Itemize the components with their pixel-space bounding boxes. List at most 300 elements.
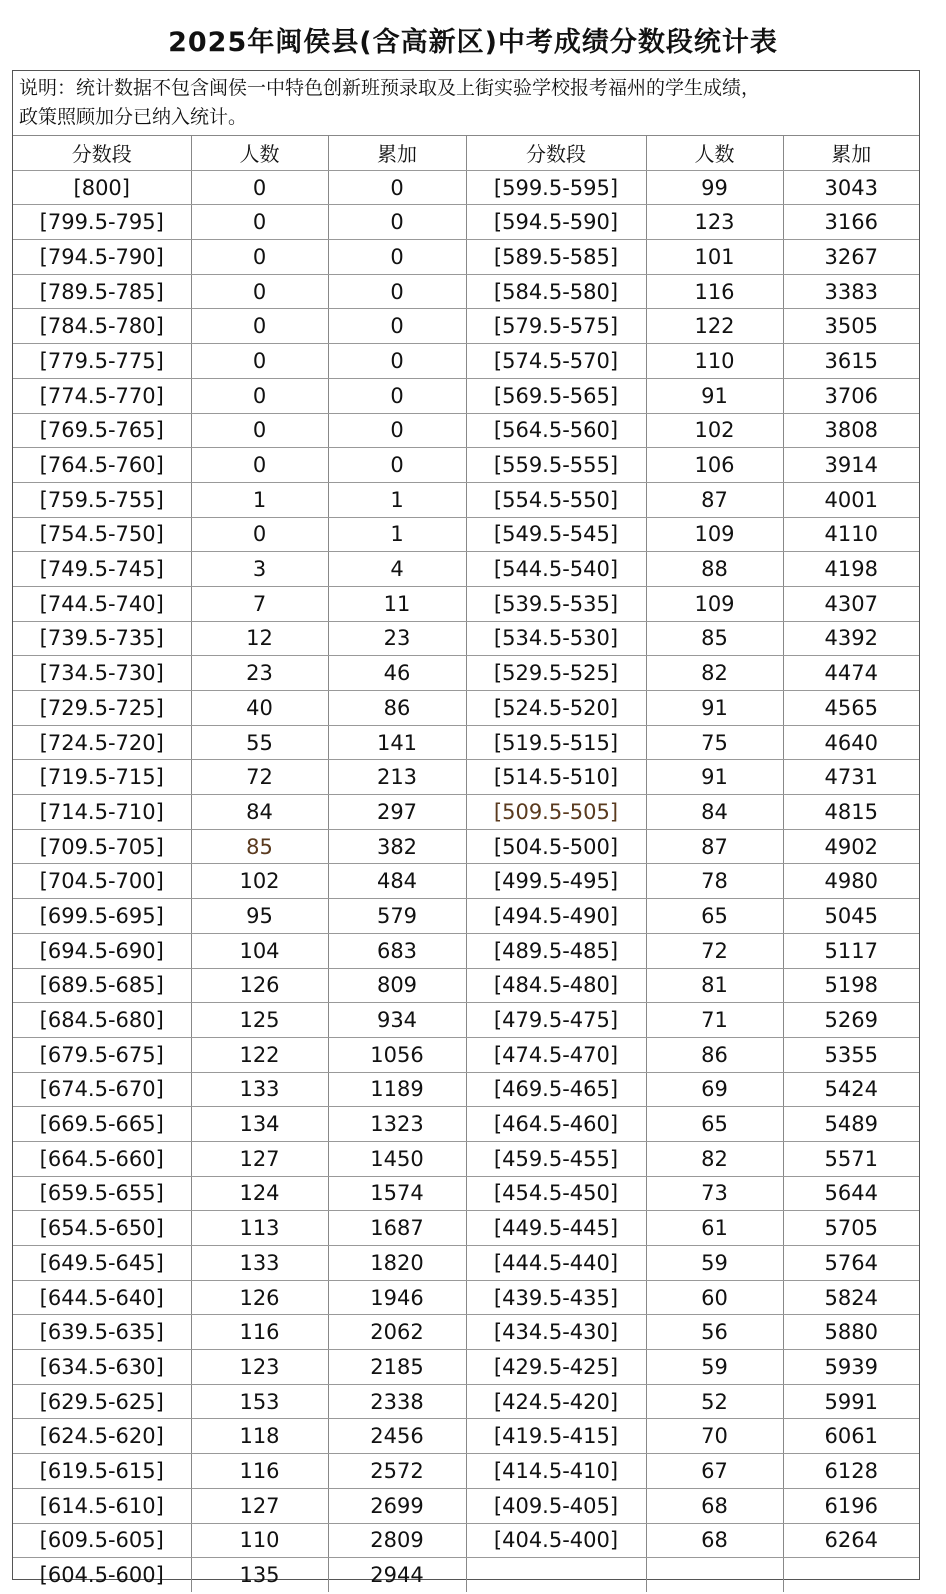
table-row	[13, 205, 919, 240]
score-range-cell: [779.5-775]	[13, 344, 191, 379]
cumulative-cell: 934	[328, 1003, 466, 1038]
table-row	[13, 1558, 919, 1592]
count-cell: 85	[191, 829, 328, 864]
score-range-cell: [769.5-765]	[13, 413, 191, 448]
cumulative-cell: 1056	[328, 1037, 466, 1072]
count-cell: 84	[191, 795, 328, 830]
cumulative-cell: 2456	[328, 1419, 466, 1454]
cumulative-cell: 5705	[783, 1211, 919, 1246]
score-range-cell: [614.5-610]	[13, 1488, 191, 1523]
score-range-cell: [479.5-475]	[466, 1003, 646, 1038]
cumulative-cell: 3505	[783, 309, 919, 344]
score-range-cell: [679.5-675]	[13, 1037, 191, 1072]
score-range-cell: [539.5-535]	[466, 586, 646, 621]
table-row	[13, 899, 919, 934]
score-range-cell: [439.5-435]	[466, 1280, 646, 1315]
table-row	[13, 552, 919, 587]
cumulative-cell: 5571	[783, 1141, 919, 1176]
count-cell: 70	[646, 1419, 783, 1454]
cumulative-cell: 1	[328, 517, 466, 552]
score-range-cell: [459.5-455]	[466, 1141, 646, 1176]
count-cell: 71	[646, 1003, 783, 1038]
score-range-cell: [424.5-420]	[466, 1384, 646, 1419]
score-range-cell: [434.5-430]	[466, 1315, 646, 1350]
count-cell: 65	[646, 1107, 783, 1142]
score-range-cell: [684.5-680]	[13, 1003, 191, 1038]
count-cell: 75	[646, 725, 783, 760]
cumulative-cell: 0	[328, 378, 466, 413]
count-cell: 81	[646, 968, 783, 1003]
count-cell: 122	[191, 1037, 328, 1072]
count-cell: 73	[646, 1176, 783, 1211]
count-cell: 133	[191, 1246, 328, 1281]
cumulative-cell: 4001	[783, 482, 919, 517]
count-cell: 102	[191, 864, 328, 899]
score-range-cell: [749.5-745]	[13, 552, 191, 587]
score-range-cell: [800]	[13, 170, 191, 205]
count-cell: 123	[191, 1350, 328, 1385]
table-row	[13, 1246, 919, 1281]
score-range-cell: [404.5-400]	[466, 1523, 646, 1558]
table-row	[13, 344, 919, 379]
count-cell: 126	[191, 968, 328, 1003]
score-range-cell: [414.5-410]	[466, 1454, 646, 1489]
score-range-cell: [649.5-645]	[13, 1246, 191, 1281]
count-cell: 125	[191, 1003, 328, 1038]
score-range-cell: [489.5-485]	[466, 933, 646, 968]
cumulative-cell: 3043	[783, 170, 919, 205]
count-cell: 0	[191, 413, 328, 448]
cumulative-cell: 0	[328, 240, 466, 275]
table-row	[13, 1211, 919, 1246]
cumulative-cell: 2062	[328, 1315, 466, 1350]
cumulative-cell: 4815	[783, 795, 919, 830]
count-cell: 69	[646, 1072, 783, 1107]
count-cell: 12	[191, 621, 328, 656]
table-row	[13, 1488, 919, 1523]
count-cell: 116	[191, 1315, 328, 1350]
cumulative-cell: 5880	[783, 1315, 919, 1350]
cumulative-cell: 2809	[328, 1523, 466, 1558]
count-cell: 99	[646, 170, 783, 205]
cumulative-cell: 5991	[783, 1384, 919, 1419]
score-range-cell: [544.5-540]	[466, 552, 646, 587]
header-count: 人数	[646, 136, 783, 170]
score-distribution-table	[13, 136, 919, 1592]
count-cell: 91	[646, 760, 783, 795]
count-cell: 86	[646, 1037, 783, 1072]
score-range-cell: [739.5-735]	[13, 621, 191, 656]
count-cell: 40	[191, 691, 328, 726]
table-row	[13, 725, 919, 760]
cumulative-cell: 6128	[783, 1454, 919, 1489]
count-cell: 0	[191, 344, 328, 379]
cumulative-cell: 3615	[783, 344, 919, 379]
score-range-cell: [714.5-710]	[13, 795, 191, 830]
count-cell: 153	[191, 1384, 328, 1419]
table-row	[13, 378, 919, 413]
cumulative-cell: 141	[328, 725, 466, 760]
score-range-cell: [499.5-495]	[466, 864, 646, 899]
cumulative-cell: 4474	[783, 656, 919, 691]
cumulative-cell: 4110	[783, 517, 919, 552]
count-cell: 56	[646, 1315, 783, 1350]
count-cell: 101	[646, 240, 783, 275]
score-range-cell: [524.5-520]	[466, 691, 646, 726]
cumulative-cell: 3706	[783, 378, 919, 413]
score-range-cell: [429.5-425]	[466, 1350, 646, 1385]
cumulative-cell: 0	[328, 274, 466, 309]
count-cell: 0	[191, 205, 328, 240]
score-range-cell: [554.5-550]	[466, 482, 646, 517]
cumulative-cell: 4731	[783, 760, 919, 795]
count-cell: 85	[646, 621, 783, 656]
count-cell: 104	[191, 933, 328, 968]
header-score-range: 分数段	[13, 136, 191, 170]
table-row	[13, 829, 919, 864]
cumulative-cell: 809	[328, 968, 466, 1003]
count-cell: 61	[646, 1211, 783, 1246]
table-row	[13, 864, 919, 899]
count-cell: 7	[191, 586, 328, 621]
score-range-cell: [584.5-580]	[466, 274, 646, 309]
cumulative-cell: 5117	[783, 933, 919, 968]
score-range-cell: [729.5-725]	[13, 691, 191, 726]
cumulative-cell: 5489	[783, 1107, 919, 1142]
table-row	[13, 448, 919, 483]
count-cell: 0	[191, 309, 328, 344]
table-row	[13, 1176, 919, 1211]
cumulative-cell: 4	[328, 552, 466, 587]
table-row	[13, 1037, 919, 1072]
score-range-cell: [774.5-770]	[13, 378, 191, 413]
count-cell: 59	[646, 1350, 783, 1385]
score-range-cell: [409.5-405]	[466, 1488, 646, 1523]
score-range-cell: [419.5-415]	[466, 1419, 646, 1454]
table-row	[13, 413, 919, 448]
score-range-cell: [484.5-480]	[466, 968, 646, 1003]
score-range-cell: [569.5-565]	[466, 378, 646, 413]
count-cell: 68	[646, 1523, 783, 1558]
score-range-cell: [724.5-720]	[13, 725, 191, 760]
count-cell: 0	[191, 378, 328, 413]
score-range-cell: [594.5-590]	[466, 205, 646, 240]
cumulative-cell: 4198	[783, 552, 919, 587]
table-row	[13, 482, 919, 517]
cumulative-cell: 0	[328, 344, 466, 379]
cumulative-cell: 4640	[783, 725, 919, 760]
cumulative-cell: 5269	[783, 1003, 919, 1038]
table-row	[13, 170, 919, 205]
table-row	[13, 586, 919, 621]
cumulative-cell: 3267	[783, 240, 919, 275]
cumulative-cell: 1323	[328, 1107, 466, 1142]
count-cell: 82	[646, 1141, 783, 1176]
score-range-cell: [604.5-600]	[13, 1558, 191, 1592]
table-row	[13, 1315, 919, 1350]
header-cumulative: 累加	[328, 136, 466, 170]
score-range-cell: [509.5-505]	[466, 795, 646, 830]
cumulative-cell	[783, 1558, 919, 1592]
score-range-cell: [444.5-440]	[466, 1246, 646, 1281]
cumulative-cell: 297	[328, 795, 466, 830]
score-range-cell: [559.5-555]	[466, 448, 646, 483]
score-range-cell: [719.5-715]	[13, 760, 191, 795]
header-cumulative: 累加	[783, 136, 919, 170]
cumulative-cell: 683	[328, 933, 466, 968]
count-cell: 110	[646, 344, 783, 379]
cumulative-cell: 1687	[328, 1211, 466, 1246]
count-cell: 0	[191, 517, 328, 552]
score-range-cell: [764.5-760]	[13, 448, 191, 483]
cumulative-cell: 2185	[328, 1350, 466, 1385]
count-cell: 72	[191, 760, 328, 795]
cumulative-cell: 1189	[328, 1072, 466, 1107]
cumulative-cell: 1574	[328, 1176, 466, 1211]
table-row	[13, 1523, 919, 1558]
score-range-cell: [629.5-625]	[13, 1384, 191, 1419]
count-cell: 127	[191, 1488, 328, 1523]
count-cell: 78	[646, 864, 783, 899]
count-cell: 0	[191, 448, 328, 483]
table-row	[13, 1003, 919, 1038]
score-range-cell: [474.5-470]	[466, 1037, 646, 1072]
score-range-cell: [454.5-450]	[466, 1176, 646, 1211]
cumulative-cell: 5045	[783, 899, 919, 934]
cumulative-cell: 382	[328, 829, 466, 864]
count-cell: 122	[646, 309, 783, 344]
cumulative-cell: 23	[328, 621, 466, 656]
score-range-cell	[466, 1558, 646, 1592]
cumulative-cell: 1946	[328, 1280, 466, 1315]
table-row	[13, 309, 919, 344]
table-row	[13, 795, 919, 830]
score-range-cell: [744.5-740]	[13, 586, 191, 621]
cumulative-cell: 86	[328, 691, 466, 726]
count-cell: 88	[646, 552, 783, 587]
count-cell: 109	[646, 586, 783, 621]
score-range-cell: [624.5-620]	[13, 1419, 191, 1454]
count-cell: 113	[191, 1211, 328, 1246]
score-range-cell: [549.5-545]	[466, 517, 646, 552]
score-range-cell: [494.5-490]	[466, 899, 646, 934]
cumulative-cell: 2944	[328, 1558, 466, 1592]
count-cell: 123	[646, 205, 783, 240]
cumulative-cell: 5644	[783, 1176, 919, 1211]
table-row	[13, 1107, 919, 1142]
count-cell: 133	[191, 1072, 328, 1107]
count-cell: 106	[646, 448, 783, 483]
table-row	[13, 656, 919, 691]
score-range-cell: [619.5-615]	[13, 1454, 191, 1489]
score-range-cell: [564.5-560]	[466, 413, 646, 448]
cumulative-cell: 1	[328, 482, 466, 517]
score-range-cell: [519.5-515]	[466, 725, 646, 760]
count-cell: 135	[191, 1558, 328, 1592]
cumulative-cell: 4392	[783, 621, 919, 656]
table-row	[13, 240, 919, 275]
count-cell: 0	[191, 274, 328, 309]
score-range-cell: [694.5-690]	[13, 933, 191, 968]
score-range-cell: [504.5-500]	[466, 829, 646, 864]
header-row	[13, 136, 919, 170]
score-range-cell: [709.5-705]	[13, 829, 191, 864]
cumulative-cell: 5764	[783, 1246, 919, 1281]
score-range-cell: [644.5-640]	[13, 1280, 191, 1315]
count-cell: 110	[191, 1523, 328, 1558]
score-range-cell: [469.5-465]	[466, 1072, 646, 1107]
table-row	[13, 968, 919, 1003]
count-cell: 0	[191, 170, 328, 205]
count-cell: 109	[646, 517, 783, 552]
cumulative-cell: 5824	[783, 1280, 919, 1315]
cumulative-cell: 1450	[328, 1141, 466, 1176]
count-cell: 1	[191, 482, 328, 517]
count-cell: 91	[646, 378, 783, 413]
table-row	[13, 1072, 919, 1107]
cumulative-cell: 11	[328, 586, 466, 621]
count-cell: 60	[646, 1280, 783, 1315]
cumulative-cell: 6264	[783, 1523, 919, 1558]
table-body	[13, 170, 919, 1592]
table-note	[13, 71, 919, 136]
score-range-cell: [799.5-795]	[13, 205, 191, 240]
score-range-cell: [664.5-660]	[13, 1141, 191, 1176]
cumulative-cell: 3808	[783, 413, 919, 448]
score-range-cell: [784.5-780]	[13, 309, 191, 344]
score-range-cell: [789.5-785]	[13, 274, 191, 309]
table-row	[13, 517, 919, 552]
count-cell: 65	[646, 899, 783, 934]
score-range-cell: [514.5-510]	[466, 760, 646, 795]
note-line-2: 政策照顾加分已纳入统计。	[19, 106, 248, 128]
count-cell: 82	[646, 656, 783, 691]
score-range-cell: [574.5-570]	[466, 344, 646, 379]
score-range-cell: [589.5-585]	[466, 240, 646, 275]
cumulative-cell: 213	[328, 760, 466, 795]
score-range-cell: [669.5-665]	[13, 1107, 191, 1142]
count-cell	[646, 1558, 783, 1592]
table-row	[13, 1350, 919, 1385]
score-range-cell: [659.5-655]	[13, 1176, 191, 1211]
page-title: 2025年闽侯县(含高新区)中考成绩分数段统计表	[168, 27, 778, 58]
cumulative-cell: 0	[328, 413, 466, 448]
score-range-cell: [689.5-685]	[13, 968, 191, 1003]
count-cell: 87	[646, 482, 783, 517]
count-cell: 118	[191, 1419, 328, 1454]
table-row	[13, 1454, 919, 1489]
table-row	[13, 1419, 919, 1454]
cumulative-cell: 2338	[328, 1384, 466, 1419]
score-range-cell: [794.5-790]	[13, 240, 191, 275]
count-cell: 67	[646, 1454, 783, 1489]
cumulative-cell: 5424	[783, 1072, 919, 1107]
count-cell: 126	[191, 1280, 328, 1315]
table-row	[13, 760, 919, 795]
cumulative-cell: 5939	[783, 1350, 919, 1385]
score-range-cell: [609.5-605]	[13, 1523, 191, 1558]
score-range-cell: [704.5-700]	[13, 864, 191, 899]
score-range-cell: [674.5-670]	[13, 1072, 191, 1107]
table-row	[13, 274, 919, 309]
table-row	[13, 933, 919, 968]
count-cell: 116	[191, 1454, 328, 1489]
cumulative-cell: 484	[328, 864, 466, 899]
note-line-1: 说明：统计数据不包含闽侯一中特色创新班预录取及上街实验学校报考福州的学生成绩，	[19, 77, 761, 99]
header-score-range: 分数段	[466, 136, 646, 170]
table-row	[13, 621, 919, 656]
cumulative-cell: 4307	[783, 586, 919, 621]
table-row	[13, 1384, 919, 1419]
cumulative-cell: 0	[328, 448, 466, 483]
cumulative-cell: 4980	[783, 864, 919, 899]
count-cell: 59	[646, 1246, 783, 1281]
score-range-cell: [449.5-445]	[466, 1211, 646, 1246]
cumulative-cell: 6196	[783, 1488, 919, 1523]
score-range-cell: [754.5-750]	[13, 517, 191, 552]
table-row	[13, 691, 919, 726]
count-cell: 3	[191, 552, 328, 587]
cumulative-cell: 4565	[783, 691, 919, 726]
cumulative-cell: 4902	[783, 829, 919, 864]
count-cell: 23	[191, 656, 328, 691]
score-range-cell: [464.5-460]	[466, 1107, 646, 1142]
score-range-cell: [639.5-635]	[13, 1315, 191, 1350]
count-cell: 127	[191, 1141, 328, 1176]
count-cell: 134	[191, 1107, 328, 1142]
count-cell: 52	[646, 1384, 783, 1419]
count-cell: 55	[191, 725, 328, 760]
cumulative-cell: 46	[328, 656, 466, 691]
table-row	[13, 1280, 919, 1315]
cumulative-cell: 2572	[328, 1454, 466, 1489]
count-cell: 68	[646, 1488, 783, 1523]
count-cell: 87	[646, 829, 783, 864]
cumulative-cell: 3166	[783, 205, 919, 240]
score-range-cell: [699.5-695]	[13, 899, 191, 934]
count-cell: 102	[646, 413, 783, 448]
cumulative-cell: 6061	[783, 1419, 919, 1454]
header-count: 人数	[191, 136, 328, 170]
count-cell: 72	[646, 933, 783, 968]
stats-table-container	[12, 70, 920, 1588]
cumulative-cell: 579	[328, 899, 466, 934]
cumulative-cell: 0	[328, 170, 466, 205]
score-range-cell: [579.5-575]	[466, 309, 646, 344]
score-range-cell: [654.5-650]	[13, 1211, 191, 1246]
score-range-cell: [734.5-730]	[13, 656, 191, 691]
count-cell: 84	[646, 795, 783, 830]
count-cell: 124	[191, 1176, 328, 1211]
cumulative-cell: 3383	[783, 274, 919, 309]
cumulative-cell: 0	[328, 309, 466, 344]
table-row	[13, 1141, 919, 1176]
score-range-cell: [534.5-530]	[466, 621, 646, 656]
cumulative-cell: 1820	[328, 1246, 466, 1281]
count-cell: 91	[646, 691, 783, 726]
score-range-cell: [529.5-525]	[466, 656, 646, 691]
score-range-cell: [759.5-755]	[13, 482, 191, 517]
cumulative-cell: 0	[328, 205, 466, 240]
cumulative-cell: 2699	[328, 1488, 466, 1523]
cumulative-cell: 5355	[783, 1037, 919, 1072]
count-cell: 0	[191, 240, 328, 275]
score-range-cell: [599.5-595]	[466, 170, 646, 205]
count-cell: 95	[191, 899, 328, 934]
cumulative-cell: 3914	[783, 448, 919, 483]
score-range-cell: [634.5-630]	[13, 1350, 191, 1385]
count-cell: 116	[646, 274, 783, 309]
